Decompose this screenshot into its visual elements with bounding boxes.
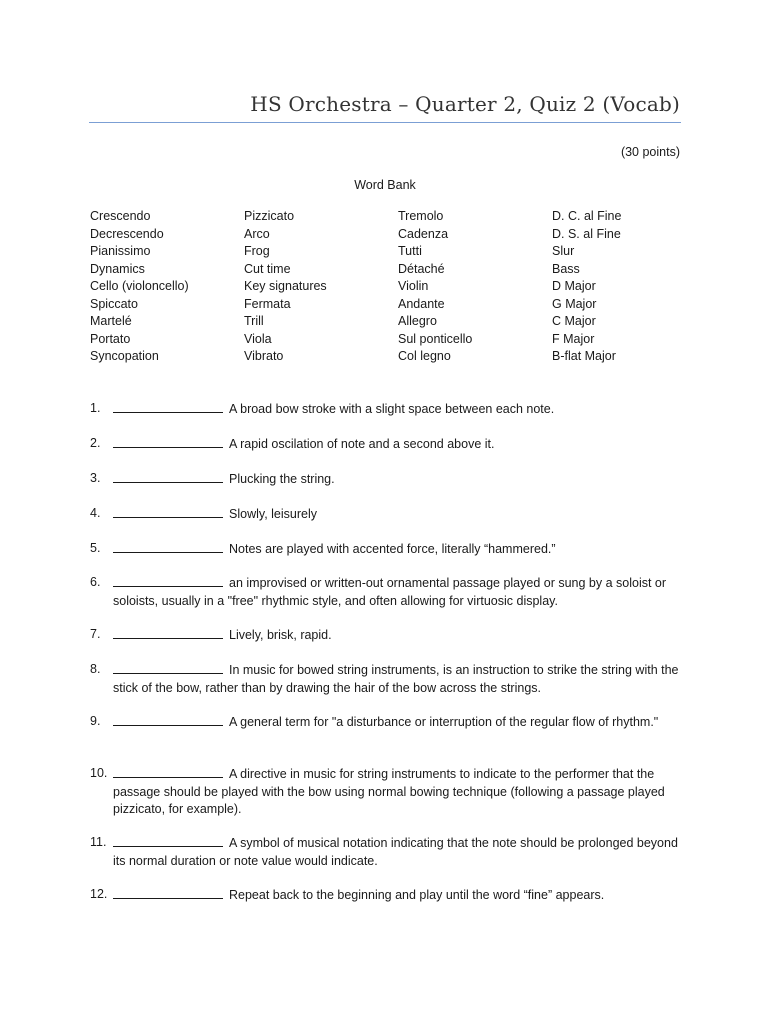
word-bank-term: D Major — [552, 279, 596, 293]
word-bank-column-4 — [552, 208, 702, 366]
word-bank-column-3 — [398, 208, 548, 366]
question-number: 8. — [90, 662, 101, 676]
question-item — [90, 505, 690, 524]
answer-blank[interactable] — [113, 505, 223, 518]
question-item — [90, 540, 690, 559]
answer-blank[interactable] — [113, 834, 223, 847]
word-bank-term: Allegro — [398, 314, 437, 328]
question-item — [90, 834, 690, 870]
question-text: Notes are played with accented force, literally “hammered.” — [229, 542, 556, 556]
word-bank-term: D. S. al Fine — [552, 226, 621, 241]
word-bank — [90, 208, 710, 368]
word-bank-term: Détaché — [398, 261, 445, 276]
word-bank-term: Violin — [398, 279, 429, 293]
question-number: 1. — [90, 401, 101, 415]
word-bank-term: Portato — [90, 331, 131, 346]
answer-blank[interactable] — [113, 574, 223, 587]
points-label: (30 points) — [620, 145, 680, 159]
answer-blank[interactable] — [113, 400, 223, 413]
answer-blank[interactable] — [113, 470, 223, 483]
question-text: Lively, brisk, rapid. — [229, 628, 332, 642]
question-text: an improvised or written-out ornamental passage played or sung by a soloist or soloists, usually in a "free" rhythmic style, and often allowing for virtuosic display. — [113, 576, 667, 608]
word-bank-term: Viola — [244, 331, 272, 346]
answer-blank[interactable] — [113, 886, 223, 899]
question-text: A general term for "a disturbance or interruption of the regular flow of rhythm." — [229, 715, 659, 729]
word-bank-term: Trill — [244, 314, 264, 328]
word-bank-column-2 — [244, 208, 394, 366]
word-bank-term: Decrescendo — [90, 226, 164, 241]
word-bank-term: C Major — [552, 314, 596, 328]
question-item — [90, 886, 690, 905]
question-item — [90, 713, 690, 732]
question-number: 7. — [90, 627, 101, 641]
word-bank-term: Dynamics — [90, 261, 145, 276]
page-title: HS Orchestra – Quarter 2, Quiz 2 (Vocab) — [250, 92, 680, 116]
word-bank-term: Fermata — [244, 296, 291, 311]
word-bank-term: Cadenza — [398, 226, 449, 241]
question-number: 6. — [90, 575, 101, 589]
question-text: A symbol of musical notation indicating that the note should be prolonged beyond its normal duration or note value would indicate. — [113, 836, 678, 868]
question-item — [90, 470, 690, 489]
question-text: A broad bow stroke with a slight space between each note. — [229, 402, 555, 416]
question-text: In music for bowed string instruments, is an instruction to strike the string with the stick of the bow, rather than by drawing the hair of the bow across the strings. — [113, 663, 679, 695]
question-number: 12. — [90, 887, 108, 901]
word-bank-term: Slur — [552, 244, 575, 258]
answer-blank[interactable] — [113, 626, 223, 639]
word-bank-term: Cello (violoncello) — [90, 279, 189, 293]
word-bank-column-1 — [90, 208, 240, 366]
question-text: Slowly, leisurely — [229, 507, 317, 521]
word-bank-term: Sul ponticello — [398, 331, 473, 346]
word-bank-term: Pianissimo — [90, 244, 151, 258]
word-bank-term: B-flat Major — [552, 349, 616, 363]
word-bank-term: Col legno — [398, 349, 451, 363]
question-number: 11. — [90, 835, 107, 849]
question-number: 9. — [90, 714, 101, 728]
question-item — [90, 435, 690, 454]
question-text: A directive in music for string instruments to indicate to the performer that the passage should be played with the bow using normal bowing technique (following a passage played pizzicato, for example). — [113, 767, 665, 816]
question-item — [90, 400, 690, 419]
question-number: 3. — [90, 471, 101, 485]
word-bank-term: Crescendo — [90, 209, 151, 223]
question-text: A rapid oscilation of note and a second above it. — [229, 437, 495, 451]
word-bank-term: Vibrato — [244, 349, 284, 363]
word-bank-term: G Major — [552, 296, 597, 311]
word-bank-term: D. C. al Fine — [552, 209, 622, 223]
question-item — [90, 574, 690, 610]
title-divider — [89, 122, 681, 123]
word-bank-term: Frog — [244, 244, 270, 258]
word-bank-term: Cut time — [244, 261, 291, 276]
question-number: 5. — [90, 541, 101, 555]
question-item — [90, 626, 690, 645]
question-number: 2. — [90, 436, 101, 450]
answer-blank[interactable] — [113, 540, 223, 553]
question-number: 4. — [90, 506, 101, 520]
question-item — [90, 765, 690, 819]
question-text: Plucking the string. — [229, 472, 335, 486]
word-bank-term: Arco — [244, 226, 270, 241]
word-bank-term: Spiccato — [90, 296, 138, 311]
word-bank-term: Pizzicato — [244, 209, 295, 223]
word-bank-term: Tremolo — [398, 209, 444, 223]
word-bank-term: Key signatures — [244, 279, 327, 293]
question-item — [90, 661, 690, 697]
word-bank-term: F Major — [552, 331, 595, 346]
word-bank-title: Word Bank — [354, 178, 416, 192]
question-text: Repeat back to the beginning and play until the word “fine” appears. — [229, 888, 605, 902]
word-bank-term: Bass — [552, 261, 580, 276]
word-bank-term: Martelé — [90, 314, 132, 328]
answer-blank[interactable] — [113, 661, 223, 674]
word-bank-term: Andante — [398, 296, 445, 311]
answer-blank[interactable] — [113, 765, 223, 778]
question-number: 10. — [90, 766, 108, 780]
answer-blank[interactable] — [113, 435, 223, 448]
word-bank-term: Syncopation — [90, 349, 159, 363]
word-bank-term: Tutti — [398, 244, 422, 258]
answer-blank[interactable] — [113, 713, 223, 726]
